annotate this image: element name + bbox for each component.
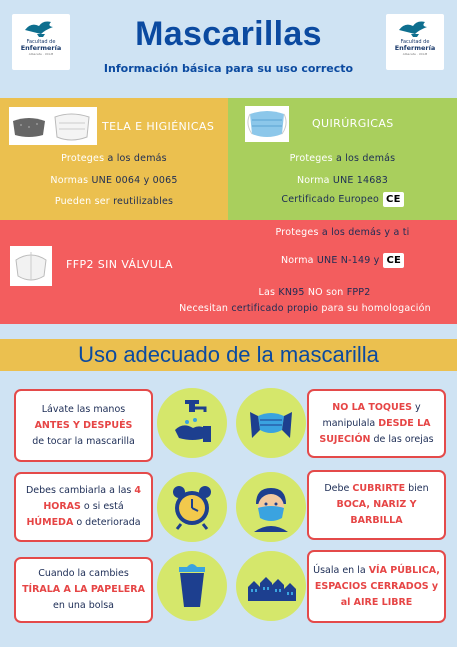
- page-subtitle: Información básica para su uso correcto: [103, 62, 354, 75]
- quirurgicas-line1: Proteges a los demás: [289, 153, 396, 164]
- ce-mark-icon: CE: [383, 192, 404, 207]
- quirurgicas-line3: Certificado Europeo CE: [228, 192, 457, 207]
- handwash-icon: [157, 388, 227, 458]
- ffp2-line3: Las KN95 NO son FPP2: [258, 287, 371, 298]
- ffp2-line2: Norma UNE N-149 y CE: [228, 253, 457, 268]
- tela-line3: Pueden ser reutilizables: [54, 196, 174, 207]
- logo-line2: Enfermería: [394, 44, 436, 52]
- card-lavate-manos: Lávate las manos ANTES Y DESPUÉS de tocar la mascarilla: [14, 389, 153, 462]
- tela-title: TELA E HIGIÉNICAS: [102, 120, 215, 133]
- card-tirala: Cuando la cambies TÍRALA A LA PAPELERA en una bolsa: [14, 557, 153, 623]
- card-usala: Úsala en la VÍA PÚBLICA, ESPACIOS CERRADOS y al AIRE LIBRE: [307, 550, 446, 623]
- card-no-la-toques: NO LA TOQUES y manipulala DESDE LA SUJECIÓN de las orejas: [307, 389, 446, 458]
- logo-line1: Facultad de: [400, 39, 430, 45]
- tela-panel: [0, 98, 228, 220]
- ffp2-mask-image: [10, 246, 52, 286]
- cloth-masks-image: [9, 107, 97, 145]
- tela-line1: Proteges a los demás: [61, 153, 167, 164]
- quirurgicas-title: QUIRÚRGICAS: [312, 117, 394, 130]
- logo-line2: Enfermería: [20, 44, 62, 52]
- alarm-clock-icon: [157, 472, 227, 542]
- logo-line1: Facultad de: [26, 39, 56, 45]
- ffp2-line1: Proteges a los demás y a ti: [275, 227, 410, 238]
- quirurgicas-panel: [228, 98, 457, 220]
- surgical-mask-image: [245, 106, 289, 142]
- ffp2-title: FFP2 SIN VÁLVULA: [66, 258, 173, 271]
- ffp2-panel: [0, 220, 457, 324]
- logo-line3: Albacete · UCLM: [28, 52, 54, 56]
- ffp2-line4: Necesitan certificado propio para su homologación: [179, 303, 431, 314]
- hands-on-mask-icon: [236, 388, 306, 458]
- logo-line3: Albacete · UCLM: [402, 52, 428, 56]
- quirurgicas-line2: Norma UNE 14683: [296, 175, 389, 186]
- page-title: Mascarillas: [135, 15, 322, 53]
- card-cubrirte: Debe CUBRIRTE bien BOCA, NARIZ Y BARBILLA: [307, 470, 446, 540]
- tela-line2: Normas UNE 0064 y 0065: [50, 175, 178, 186]
- card-cambiarla: Debes cambiarla a las 4 HORAS o si está HÚMEDA o deteriorada: [14, 472, 153, 542]
- trash-bin-icon: [157, 551, 227, 621]
- ce-mark-icon: CE: [383, 253, 404, 268]
- city-buildings-icon: [236, 551, 306, 621]
- uso-banner: Uso adecuado de la mascarilla: [0, 339, 457, 371]
- masked-face-icon: [236, 472, 306, 542]
